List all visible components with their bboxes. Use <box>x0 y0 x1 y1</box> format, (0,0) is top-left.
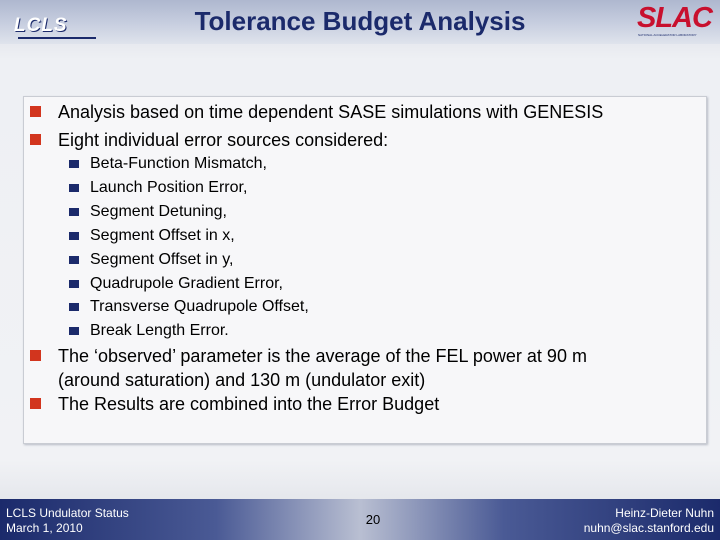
footer-email: nuhn@slac.stanford.edu <box>583 521 714 535</box>
footer-author: Heinz-Dieter Nuhn <box>615 506 714 520</box>
lcls-logo-text: LCLS <box>14 15 68 36</box>
footer-left <box>6 506 129 536</box>
bullet-text: The ‘observed’ parameter is the average of the FEL power at 90 m <box>58 346 587 366</box>
sub-bullet-marker <box>69 160 79 168</box>
sub-bullet-text: Segment Detuning, <box>90 203 227 220</box>
sub-bullet-marker <box>69 208 79 216</box>
sub-bullet-marker <box>69 280 79 288</box>
sub-bullet-marker <box>69 232 79 240</box>
sub-bullet-text: Break Length Error. <box>90 322 229 339</box>
sub-bullet-text: Launch Position Error, <box>90 179 248 196</box>
bullet-text: Eight individual error sources considered: <box>58 130 389 150</box>
bullet-text: The Results are combined into the Error Budget <box>58 394 440 414</box>
sub-bullet-marker <box>69 303 79 311</box>
bullet-marker <box>30 134 41 145</box>
footer-right <box>584 506 714 536</box>
slac-logo-text: SLAC <box>637 2 712 34</box>
bullet-marker <box>30 398 41 409</box>
footer-presentation-title: LCLS Undulator Status <box>6 506 129 520</box>
lcls-logo-underline <box>18 37 96 39</box>
bullet-text: Analysis based on time dependent SASE simulations with GENESIS <box>58 102 604 122</box>
bullet-marker <box>30 350 41 361</box>
sub-bullet-text: Segment Offset in y, <box>90 251 234 268</box>
footer-date: March 1, 2010 <box>6 521 83 535</box>
sub-bullet-text: Transverse Quadrupole Offset, <box>90 298 309 315</box>
sub-bullet-marker <box>69 327 79 335</box>
sub-bullet-text: Beta-Function Mismatch, <box>90 155 267 172</box>
sub-bullet-text: Segment Offset in x, <box>90 227 235 244</box>
slide-title: Tolerance Budget Analysis <box>194 6 526 36</box>
slac-logo <box>634 2 718 40</box>
bullet-marker <box>30 106 41 117</box>
page-number: 20 <box>365 512 381 527</box>
bullet-text-continuation: (around saturation) and 130 m (undulator exit) <box>58 370 426 390</box>
slac-logo-subtitle: NATIONAL ACCELERATOR LABORATORY <box>638 33 697 37</box>
sub-bullet-marker <box>69 184 79 192</box>
sub-bullet-text: Quadrupole Gradient Error, <box>90 275 283 292</box>
sub-bullet-marker <box>69 256 79 264</box>
